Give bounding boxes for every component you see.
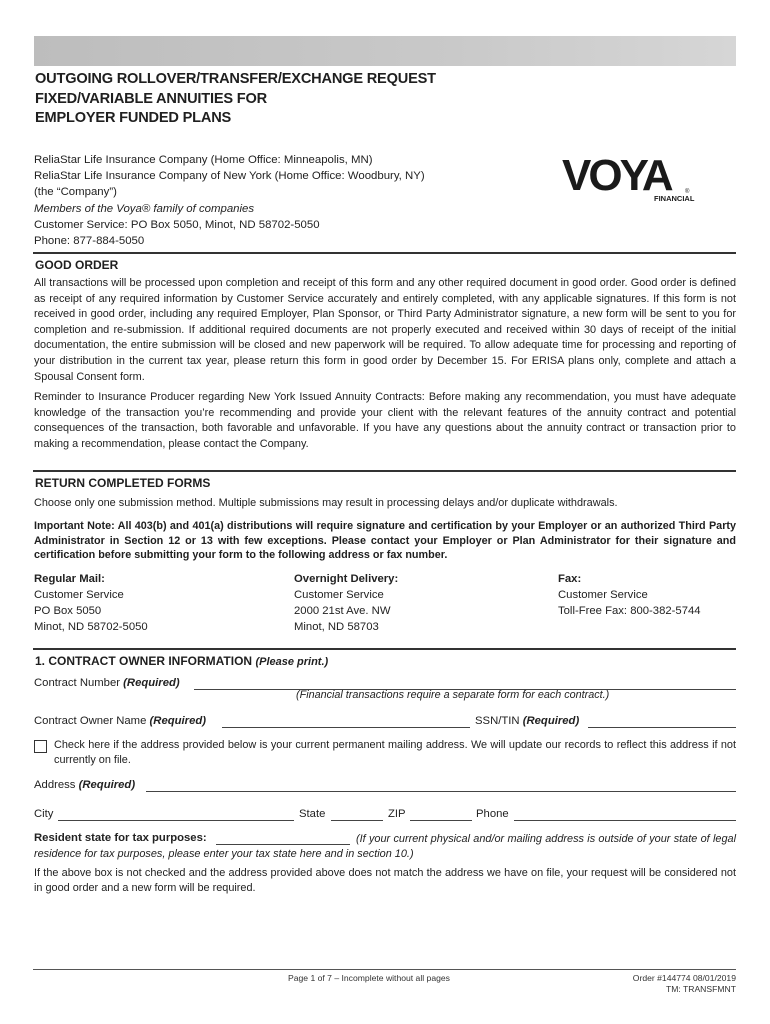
- title-line-3: EMPLOYER FUNDED PLANS: [35, 110, 232, 126]
- phone-field[interactable]: [514, 820, 736, 821]
- good-order-heading: GOOD ORDER: [35, 258, 119, 272]
- address-label: [34, 779, 135, 791]
- section1-title: 1. CONTRACT OWNER INFORMATION: [35, 654, 253, 668]
- company-line-6: Phone: 877-884-5050: [34, 235, 145, 248]
- overnight-delivery-line: 2000 21st Ave. NW: [294, 605, 391, 617]
- logo-subtext: FINANCIAL: [654, 194, 695, 203]
- logo-registered: ®: [685, 189, 690, 195]
- order-number: Order #144774 08/01/2019: [632, 973, 736, 983]
- required-marker: (Required): [78, 779, 136, 791]
- return-forms-intro: Choose only one submission method. Multiple submissions may result in processing delays and/or duplicate withdrawals.: [34, 497, 618, 509]
- owner-name-field[interactable]: [222, 727, 470, 728]
- good-order-paragraph: All transactions will be processed upon completion and receipt of this form and any other required document in good order. Good order is defined as receipt of any required information by Customer Service accurately and entirely completed, with any applicable signatures. If this form is not received in good order, including any required Employer, Plan Sponsor, or Third Party Administrator signature, a new form will be sent to you for completion and re-submission. If additional required documents are not properly executed and received within 30 days of receipt of the initial documentation, the entire submission will be closed and new paperwork will be required. To allow adequate time for processing and reporting of your distribution in the current tax year, please return this form in good order by December 15. For ERISA plans only, complete and attach a Spousal Consent form.: [34, 277, 736, 383]
- required-marker: (Required): [149, 715, 207, 727]
- return-forms-heading: RETURN COMPLETED FORMS: [35, 476, 211, 490]
- fax-line: Toll-Free Fax: 800-382-5744: [558, 605, 701, 617]
- city-field[interactable]: [58, 820, 294, 821]
- resident-state-note: (If your current physical and/or mailing address is outside of your state of legal residence for tax purposes, please enter your tax state here and in section 10.): [34, 833, 736, 860]
- company-line-2: ReliaStar Life Insurance Company of New York (Home Office: Woodbury, NY): [34, 170, 425, 183]
- contract-number-label: [34, 677, 180, 689]
- section-divider: [33, 470, 736, 472]
- required-marker: (Required): [522, 715, 580, 727]
- regular-mail-line: PO Box 5050: [34, 605, 102, 617]
- section1-heading-note: (Please print.): [255, 656, 329, 668]
- company-info: [34, 152, 425, 249]
- voya-logo: [558, 148, 708, 208]
- contract-number-text: Contract Number: [34, 677, 121, 689]
- ssn-label: [475, 715, 579, 727]
- regular-mail-line: Customer Service: [34, 589, 124, 601]
- state-label: State: [299, 808, 326, 820]
- section-divider: [33, 648, 736, 650]
- owner-name-text: Contract Owner Name: [34, 715, 147, 727]
- overnight-delivery-heading: Overnight Delivery:: [294, 573, 399, 585]
- ssn-text: SSN/TIN: [475, 715, 520, 727]
- address-text: Address: [34, 779, 76, 791]
- state-field[interactable]: [331, 820, 383, 821]
- address-field[interactable]: [146, 791, 736, 792]
- section1-heading: [35, 654, 328, 668]
- regular-mail-heading: Regular Mail:: [34, 573, 105, 585]
- permanent-address-checkbox[interactable]: [34, 740, 47, 753]
- ssn-field[interactable]: [588, 727, 736, 728]
- phone-label: Phone: [476, 808, 509, 820]
- voya-logo-mark: [558, 148, 708, 208]
- fax-line: Customer Service: [558, 589, 648, 601]
- overnight-delivery-line: Minot, ND 58703: [294, 621, 379, 633]
- closing-notice: If the above box is not checked and the address provided above does not match the address we have on file, your request will be considered not in good order and a new form will be required.: [34, 867, 736, 894]
- overnight-delivery-line: Customer Service: [294, 589, 384, 601]
- required-marker: (Required): [123, 677, 180, 689]
- fax-heading: Fax:: [558, 573, 582, 585]
- company-line-3: (the “Company”): [34, 186, 117, 199]
- owner-name-label: [34, 715, 206, 727]
- producer-reminder-paragraph: Reminder to Insurance Producer regarding New York Issued Annuity Contracts: Before making any recommendation, you must have adequate knowledge of the transaction you’re recommending and provide your client with the relevant features of the annuity contract and potential consequences of the transaction, both favorable and unfavorable. If you have any questions about the annuity contract or transaction prior to making a recommendation, please contact the Company.: [34, 391, 736, 450]
- title-line-1: OUTGOING ROLLOVER/TRANSFER/EXCHANGE REQUEST: [35, 71, 436, 87]
- resident-state-label: Resident state for tax purposes:: [34, 832, 207, 844]
- city-label: City: [34, 808, 54, 820]
- header-bar: [34, 36, 736, 66]
- company-line-5: Customer Service: PO Box 5050, Minot, ND 58702-5050: [34, 218, 320, 231]
- footer-divider: [33, 969, 736, 970]
- zip-label: ZIP: [388, 808, 406, 820]
- company-line-1: ReliaStar Life Insurance Company (Home Office: Minneapolis, MN): [34, 154, 373, 166]
- contract-number-note: (Financial transactions require a separate form for each contract.): [296, 689, 610, 701]
- page-indicator: Page 1 of 7 – Incomplete without all pages: [288, 973, 450, 983]
- form-title: [35, 70, 555, 129]
- regular-mail-line: Minot, ND 58702-5050: [34, 621, 148, 633]
- important-note: Important Note: All 403(b) and 401(a) distributions will require signature and certification by your Employer or an authorized Third Party Administrator in Section 12 or 13 with few exceptions. Please contact your Employer or Plan Administrator for their signature and certification before submitting your form to the following address or fax number.: [34, 520, 736, 562]
- permanent-address-text: Check here if the address provided below is your current permanent mailing address. We will update our records to reflect this address if not currently on file.: [54, 739, 736, 766]
- fax-block: [558, 571, 701, 619]
- regular-mail-block: [34, 571, 148, 635]
- overnight-delivery-block: [294, 571, 398, 635]
- company-line-4: Members of the Voya® family of companies: [34, 202, 255, 215]
- section-divider: [33, 252, 736, 254]
- zip-field[interactable]: [410, 820, 472, 821]
- logo-wordmark: VOYA: [562, 151, 671, 200]
- title-line-2: FIXED/VARIABLE ANNUITIES FOR: [35, 90, 267, 107]
- tm-code: TM: TRANSFMNT: [665, 984, 736, 994]
